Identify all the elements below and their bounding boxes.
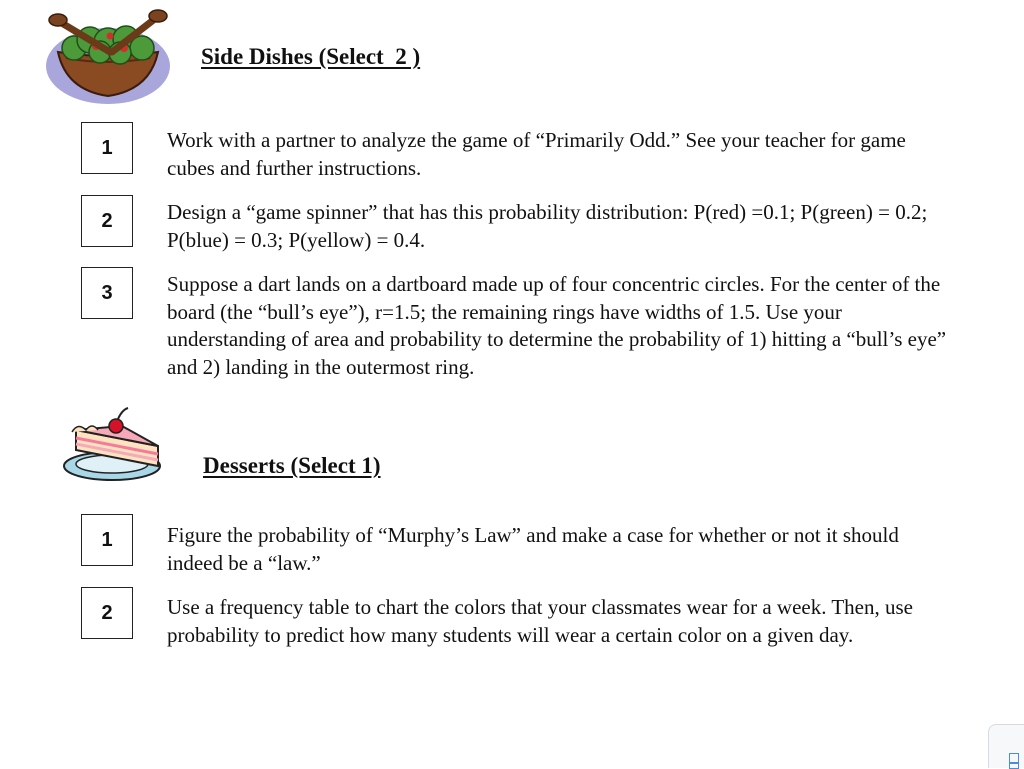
side-dish-text-2: Design a “game spinner” that has this probability distribution: P(red) =0.1; P(green) = 0.2; P(blue) = 0.3; P(yellow) = 0.4. bbox=[167, 200, 928, 252]
side-dishes-heading: Side Dishes (Select 2 ) bbox=[201, 44, 421, 69]
side-dish-number-3: 3 bbox=[81, 267, 133, 319]
salad-bowl-icon bbox=[44, 8, 172, 106]
cake-slice-icon bbox=[62, 404, 172, 484]
dessert-text-2: Use a frequency table to chart the colors that your classmates wear for a week. Then, use probability to predict how many students will wear a certain color on a given day. bbox=[167, 595, 913, 647]
dessert-number-1: 1 bbox=[81, 514, 133, 566]
dessert-number-2: 2 bbox=[81, 587, 133, 639]
page-view-icon[interactable] bbox=[988, 724, 1024, 768]
desserts-heading: Desserts (Select 1) bbox=[203, 453, 381, 478]
dessert-text-1: Figure the probability of “Murphy’s Law” and make a case for whether or not it should indeed be a “law.” bbox=[167, 523, 899, 575]
side-dish-number-2: 2 bbox=[81, 195, 133, 247]
side-dish-number-1: 1 bbox=[81, 122, 133, 174]
side-dish-text-1: Work with a partner to analyze the game of “Primarily Odd.” See your teacher for game cubes and further instructions. bbox=[167, 128, 906, 180]
side-dish-text-3: Suppose a dart lands on a dartboard made up of four concentric circles. For the center of the board (the “bull’s eye”), r=1.5; the remaining rings have widths of 1.5. Use your understanding of area and probability to determine the probability of 1) hitting a “bull’s eye” and 2) landing in the outermost ring. bbox=[167, 272, 947, 379]
